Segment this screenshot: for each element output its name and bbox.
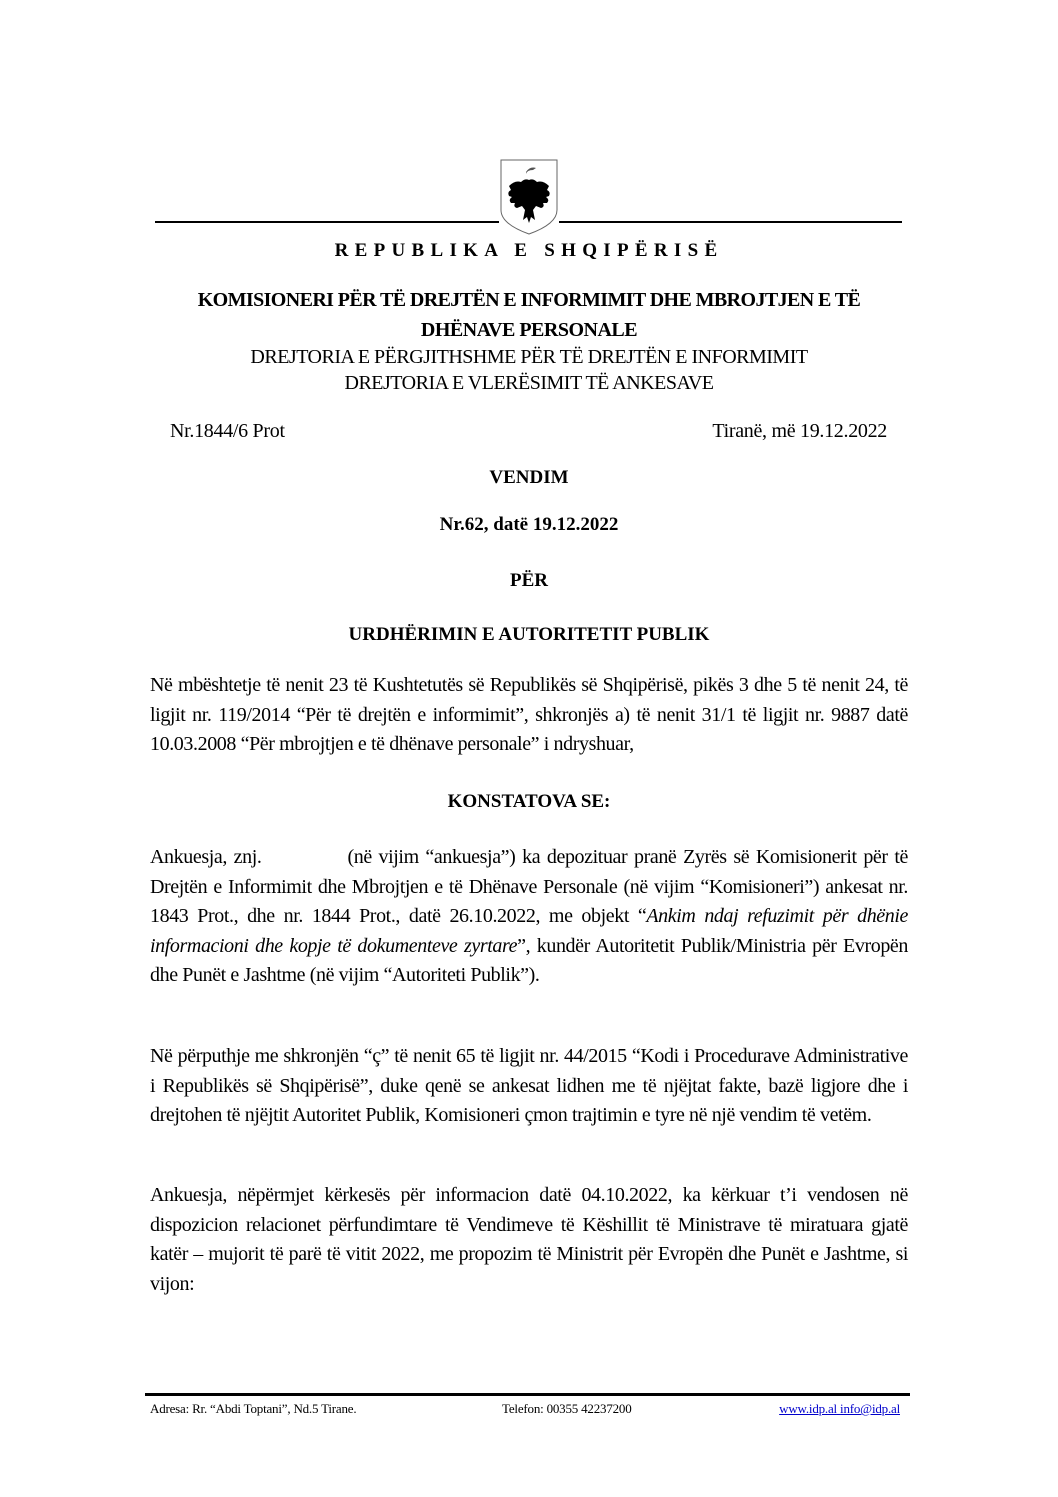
institution-name-line1: KOMISIONERI PËR TË DREJTËN E INFORMIMIT DHE MBROJTJEN E TË: [197, 289, 861, 311]
decision-subject: URDHËRIMIN E AUTORITETIT PUBLIK: [348, 624, 710, 645]
complaint-end: ”, kundër Autoritetit Publik/Ministria për Evropën dhe Punët e Jashtme (në vijim “Autoriteti Publik”).: [150, 934, 908, 986]
decision-for-label: PËR: [510, 570, 548, 591]
header-rule-right: [559, 221, 902, 223]
findings-heading: KONSTATOVA SE:: [447, 791, 611, 812]
complaint-middle: (në vijim “ankuesja”) ka depozituar pranë Zyrës së Komisionerit për të Drejtën e Informimit dhe Mbrojtjen e të Dhënave Personale (në vijim “Komisioneri”) ankesat nr. 1843 Prot., dhe nr. 1844 Prot., datë 26.10.2022, me objekt “: [150, 846, 908, 927]
footer-rule: [145, 1393, 910, 1396]
directorate-general: DREJTORIA E PËRGJITHSHME PËR TË DREJTËN E INFORMIMIT: [250, 346, 808, 368]
institution-name-line2: DHËNAVE PERSONALE: [420, 319, 638, 341]
legal-basis-paragraph: Në mbështetje të nenit 23 të Kushtetutës së Republikës së Shqipërisë, pikës 3 dhe 5 të nenit 24, të ligjit nr. 119/2014 “Për të drejtën e informimit”, shkronjës a) të nenit 31/1 të ligjit nr. 9887 datë 10.03.2008 “Për mbrojtjen e të dhënave personale” i ndryshuar,: [150, 674, 908, 755]
decision-title: VENDIM: [489, 467, 569, 488]
complaint-start: Ankuesja, znj.: [150, 846, 262, 868]
request-paragraph: Ankuesja, nëpërmjet kërkesës për informacion datë 04.10.2022, ka kërkuar t’i vendosen në dispozicion relacionet përfundimtare të Vendimeve të Këshillit të Ministrave të miratuara gjatë katër – mujorit të parë të vitit 2022, me propozim të Ministrit për Evropën dhe Punët e Jashtme, si vijon:: [150, 1184, 908, 1295]
protocol-number: Nr.1844/6 Prot: [170, 420, 285, 442]
coat-of-arms-icon: [499, 158, 559, 236]
place-date: Tiranë, më 19.12.2022: [712, 420, 887, 442]
header-rule-left: [155, 221, 499, 223]
footer-phone: Telefon: 00355 42237200: [502, 1401, 632, 1416]
complaint-object: Ankim ndaj refuzimit për dhënie informacioni dhe kopje të dokumenteve zyrtare: [150, 905, 909, 957]
republic-title: REPUBLIKA E SHQIPËRISË: [334, 240, 724, 261]
footer-address: Adresa: Rr. “Abdi Toptani”, Nd.5 Tirane.: [150, 1401, 357, 1416]
complaint-paragraph: [150, 843, 908, 991]
directorate: DREJTORIA E VLERËSIMIT TË ANKESAVE: [344, 372, 714, 394]
footer-links: [779, 1401, 900, 1417]
email-link[interactable]: info@idp.al: [840, 1401, 900, 1416]
procedure-paragraph: Në përputhje me shkronjën “ç” të nenit 65 të ligjit nr. 44/2015 “Kodi i Procedurave Administrative i Republikës së Shqipërisë”, duke qenë se ankesat lidhen me të njëjtat fakte, bazë ligjore dhe i drejtohen të njëjtit Autoritet Publik, Komisioneri çmon trajtimin e tyre në një vendim të vetëm.: [150, 1045, 908, 1126]
decision-number-date: Nr.62, datë 19.12.2022: [439, 514, 619, 535]
website-link[interactable]: www.idp.al: [779, 1401, 837, 1416]
